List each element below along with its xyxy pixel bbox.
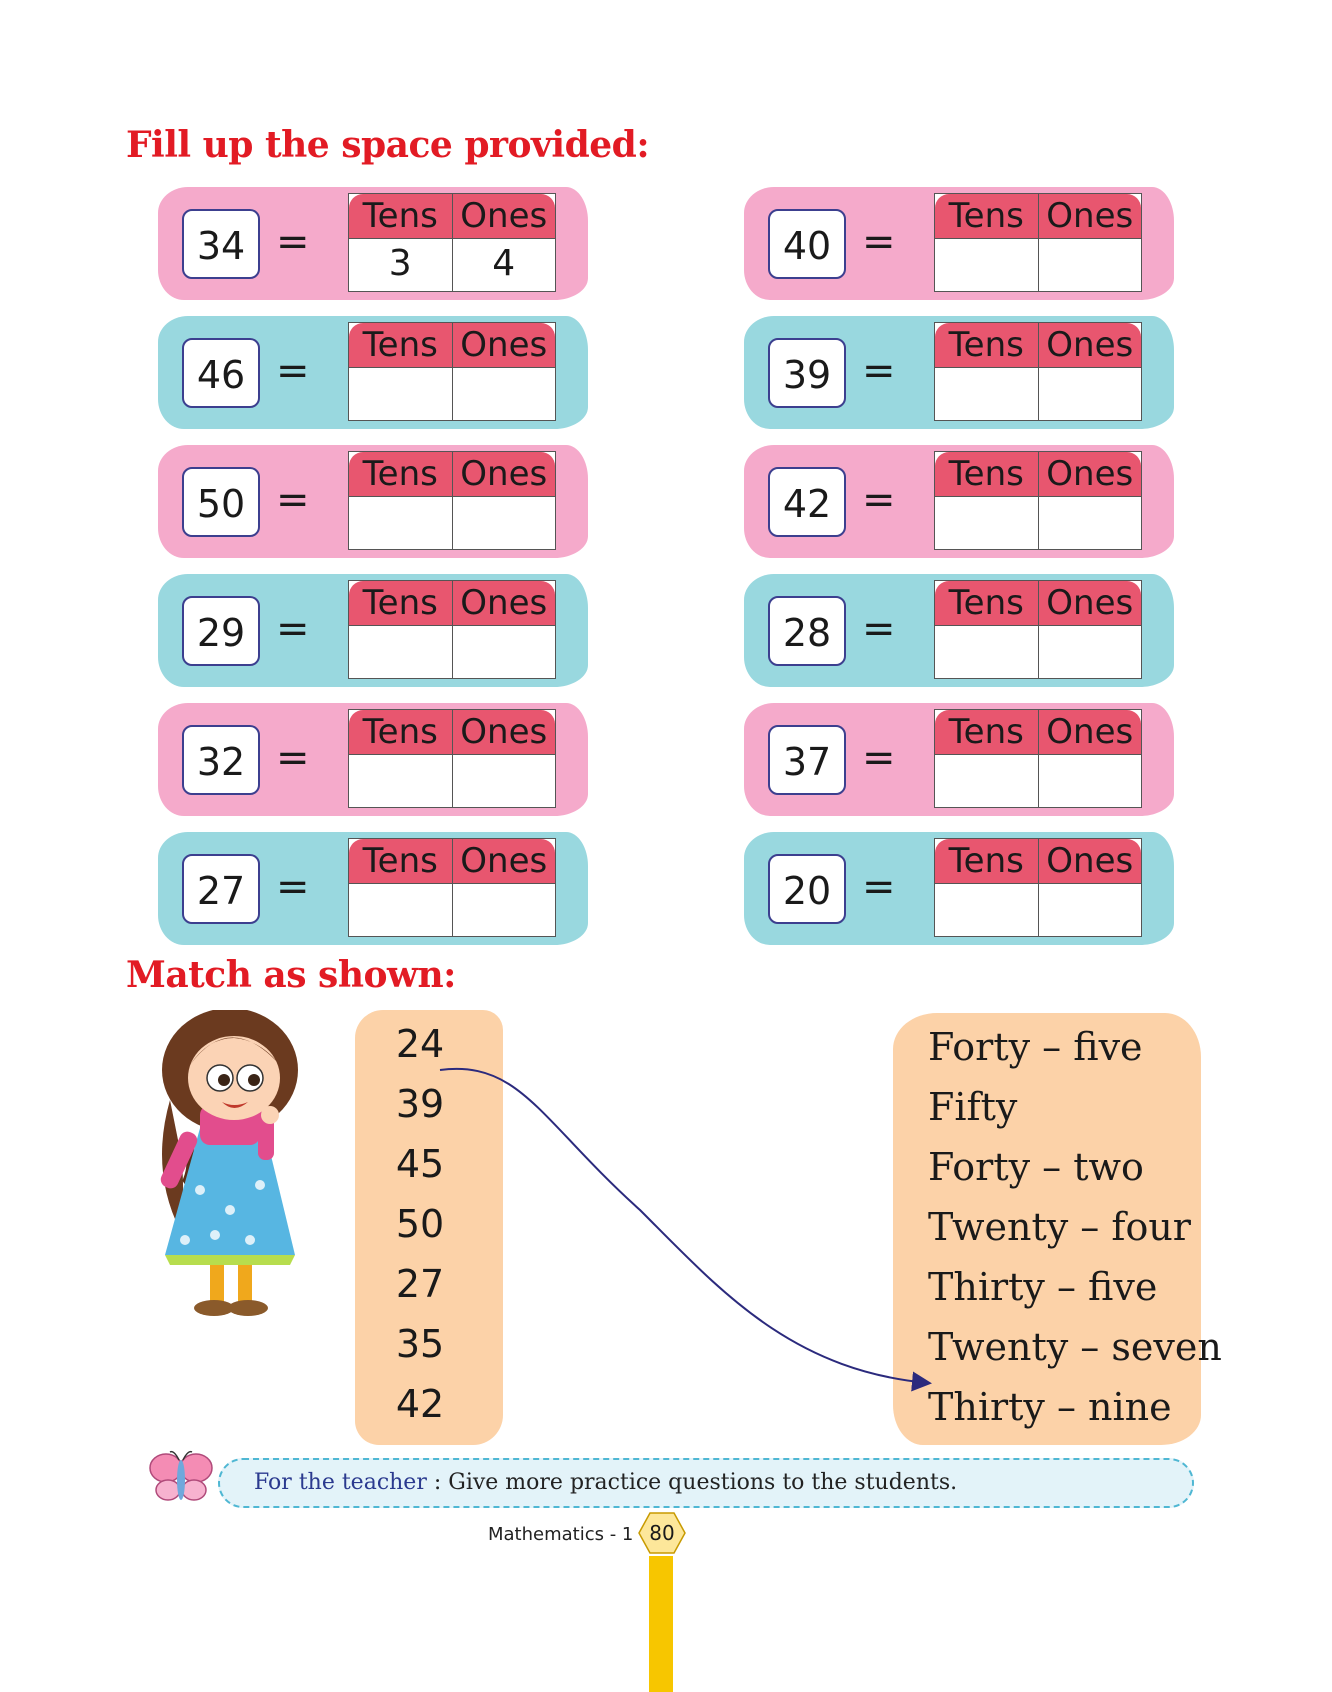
match-word-item[interactable]: Twenty – four xyxy=(928,1205,1191,1249)
tens-ones-table xyxy=(348,709,556,808)
ones-header: Ones xyxy=(1038,323,1142,367)
tens-answer-cell[interactable] xyxy=(935,626,1038,678)
match-number-item[interactable]: 45 xyxy=(395,1142,445,1186)
tens-ones-header xyxy=(349,323,555,368)
tens-answer-cell[interactable]: 3 xyxy=(388,243,412,284)
ones-header: Ones xyxy=(452,710,556,754)
match-number-item[interactable]: 27 xyxy=(395,1262,445,1306)
ones-answer-cell[interactable] xyxy=(1038,239,1142,291)
match-number-item[interactable]: 42 xyxy=(395,1382,445,1426)
tens-ones-table xyxy=(348,193,556,292)
tens-ones-header xyxy=(349,710,555,755)
tens-ones-table xyxy=(934,838,1142,937)
tens-header: Tens xyxy=(362,454,438,494)
place-value-row xyxy=(744,703,1174,816)
tens-ones-answers xyxy=(935,626,1141,678)
tens-ones-table xyxy=(934,451,1142,550)
tens-ones-table xyxy=(348,838,556,937)
match-word-item[interactable]: Thirty – five xyxy=(928,1265,1158,1309)
tens-answer-cell[interactable] xyxy=(349,884,452,936)
tens-ones-answers xyxy=(935,497,1141,549)
ones-header: Ones xyxy=(452,839,556,883)
tens-header: Tens xyxy=(362,583,438,623)
number-box: 20 xyxy=(768,854,846,924)
tens-ones-table xyxy=(348,322,556,421)
number-box: 46 xyxy=(182,338,260,408)
tens-ones-table xyxy=(934,709,1142,808)
tens-ones-answers xyxy=(935,368,1141,420)
place-value-row xyxy=(744,316,1174,429)
teacher-note-text: Give more practice questions to the students. xyxy=(448,1470,958,1495)
tens-answer-cell[interactable] xyxy=(349,368,452,420)
tens-ones-answers xyxy=(935,884,1141,936)
equals-sign: = xyxy=(862,477,896,523)
number-box: 39 xyxy=(768,338,846,408)
ones-answer-cell[interactable] xyxy=(452,497,556,549)
tens-header: Tens xyxy=(948,712,1024,752)
tens-header: Tens xyxy=(948,841,1024,881)
equals-sign: = xyxy=(276,477,310,523)
number-box: 34 xyxy=(182,209,260,279)
ones-answer-cell[interactable] xyxy=(1038,884,1142,936)
place-value-row xyxy=(158,832,588,945)
match-number-item[interactable]: 39 xyxy=(395,1082,445,1126)
teacher-note-separator: : xyxy=(426,1470,449,1495)
ones-header: Ones xyxy=(1038,452,1142,496)
ones-answer-cell[interactable]: 4 xyxy=(452,239,556,291)
ones-header: Ones xyxy=(1038,194,1142,238)
tens-ones-header xyxy=(349,581,555,626)
match-number-item[interactable]: 50 xyxy=(395,1202,445,1246)
butterfly-icon xyxy=(148,1448,214,1508)
ones-header: Ones xyxy=(452,452,556,496)
tens-ones-header xyxy=(349,194,555,239)
fill-up-title: Fill up the space provided: xyxy=(126,124,650,166)
equals-sign: = xyxy=(276,735,310,781)
tens-ones-header xyxy=(935,323,1141,368)
equals-sign: = xyxy=(862,219,896,265)
place-value-row xyxy=(158,316,588,429)
tens-answer-cell[interactable] xyxy=(349,626,452,678)
tens-ones-answers xyxy=(349,755,555,807)
match-word-item[interactable]: Twenty – seven xyxy=(928,1325,1222,1369)
number-box: 32 xyxy=(182,725,260,795)
number-box: 27 xyxy=(182,854,260,924)
numbers-column xyxy=(355,1014,485,1434)
tens-ones-header xyxy=(935,581,1141,626)
ones-answer-cell[interactable] xyxy=(452,368,556,420)
ones-header: Ones xyxy=(1038,839,1142,883)
ones-answer-cell[interactable] xyxy=(452,626,556,678)
place-value-row xyxy=(744,187,1174,300)
tens-ones-table xyxy=(348,451,556,550)
ones-answer-cell[interactable] xyxy=(1038,755,1142,807)
tens-header: Tens xyxy=(362,325,438,365)
teacher-note-label: For the teacher xyxy=(254,1470,427,1495)
match-word-item[interactable]: Fifty xyxy=(928,1085,1018,1129)
ones-answer-cell[interactable] xyxy=(1038,368,1142,420)
tens-ones-table xyxy=(934,580,1142,679)
equals-sign: = xyxy=(862,864,896,910)
tens-ones-table xyxy=(934,193,1142,292)
tens-answer-cell[interactable] xyxy=(349,755,452,807)
number-box: 42 xyxy=(768,467,846,537)
ones-header: Ones xyxy=(1038,710,1142,754)
number-box: 29 xyxy=(182,596,260,666)
equals-sign: = xyxy=(862,606,896,652)
place-value-row xyxy=(158,574,588,687)
tens-ones-answers xyxy=(349,884,555,936)
equals-sign: = xyxy=(276,219,310,265)
ones-header: Ones xyxy=(1038,581,1142,625)
equals-sign: = xyxy=(276,864,310,910)
ones-answer-cell[interactable] xyxy=(452,755,556,807)
tens-header: Tens xyxy=(948,454,1024,494)
tens-ones-answers xyxy=(349,497,555,549)
number-box: 40 xyxy=(768,209,846,279)
place-value-row xyxy=(744,445,1174,558)
tens-ones-header xyxy=(935,710,1141,755)
tens-answer-cell[interactable] xyxy=(935,368,1038,420)
tens-answer-cell[interactable] xyxy=(935,755,1038,807)
tens-answer-cell[interactable] xyxy=(935,497,1038,549)
tens-header: Tens xyxy=(362,841,438,881)
tens-answer-cell[interactable] xyxy=(935,239,1038,291)
number-box: 37 xyxy=(768,725,846,795)
place-value-row xyxy=(158,703,588,816)
ones-header: Ones xyxy=(452,581,556,625)
place-value-row xyxy=(744,832,1174,945)
place-value-row xyxy=(158,187,588,300)
match-word-item[interactable]: Thirty – nine xyxy=(928,1385,1172,1429)
match-number-item[interactable]: 35 xyxy=(395,1322,445,1366)
match-word-item[interactable]: Forty – two xyxy=(928,1145,1144,1189)
tens-ones-answers xyxy=(935,239,1141,291)
equals-sign: = xyxy=(276,348,310,394)
tens-ones-header xyxy=(349,839,555,884)
teacher-note xyxy=(218,1458,1194,1508)
match-word-item[interactable]: Forty – five xyxy=(928,1025,1143,1069)
tens-ones-answers xyxy=(935,755,1141,807)
equals-sign: = xyxy=(862,735,896,781)
ones-answer-cell[interactable] xyxy=(1038,497,1142,549)
tens-header: Tens xyxy=(948,325,1024,365)
tens-ones-header xyxy=(935,839,1141,884)
page-number: 80 xyxy=(649,1521,675,1545)
tens-header: Tens xyxy=(948,196,1024,236)
words-column xyxy=(928,1017,1222,1437)
number-box: 50 xyxy=(182,467,260,537)
match-title: Match as shown: xyxy=(126,954,456,996)
tens-answer-cell[interactable] xyxy=(349,497,452,549)
equals-sign: = xyxy=(862,348,896,394)
page-accent-bar xyxy=(649,1556,673,1692)
tens-ones-table xyxy=(934,322,1142,421)
tens-ones-answers xyxy=(349,626,555,678)
ones-header: Ones xyxy=(452,323,556,367)
tens-ones-answers xyxy=(349,368,555,420)
tens-answer-cell[interactable] xyxy=(935,884,1038,936)
girl-illustration xyxy=(130,1010,340,1340)
tens-header: Tens xyxy=(948,583,1024,623)
number-box: 28 xyxy=(768,596,846,666)
tens-ones-header xyxy=(935,194,1141,239)
tens-header: Tens xyxy=(362,712,438,752)
place-value-row xyxy=(158,445,588,558)
book-title: Mathematics - 1 xyxy=(488,1524,634,1545)
tens-header: Tens xyxy=(362,196,438,236)
ones-answer-cell[interactable] xyxy=(1038,626,1142,678)
place-value-row xyxy=(744,574,1174,687)
match-number-item[interactable]: 24 xyxy=(395,1022,445,1066)
ones-header: Ones xyxy=(452,194,556,238)
tens-ones-answers xyxy=(349,239,555,291)
equals-sign: = xyxy=(276,606,310,652)
ones-answer-cell[interactable] xyxy=(452,884,556,936)
tens-ones-header xyxy=(349,452,555,497)
tens-ones-header xyxy=(935,452,1141,497)
tens-ones-table xyxy=(348,580,556,679)
